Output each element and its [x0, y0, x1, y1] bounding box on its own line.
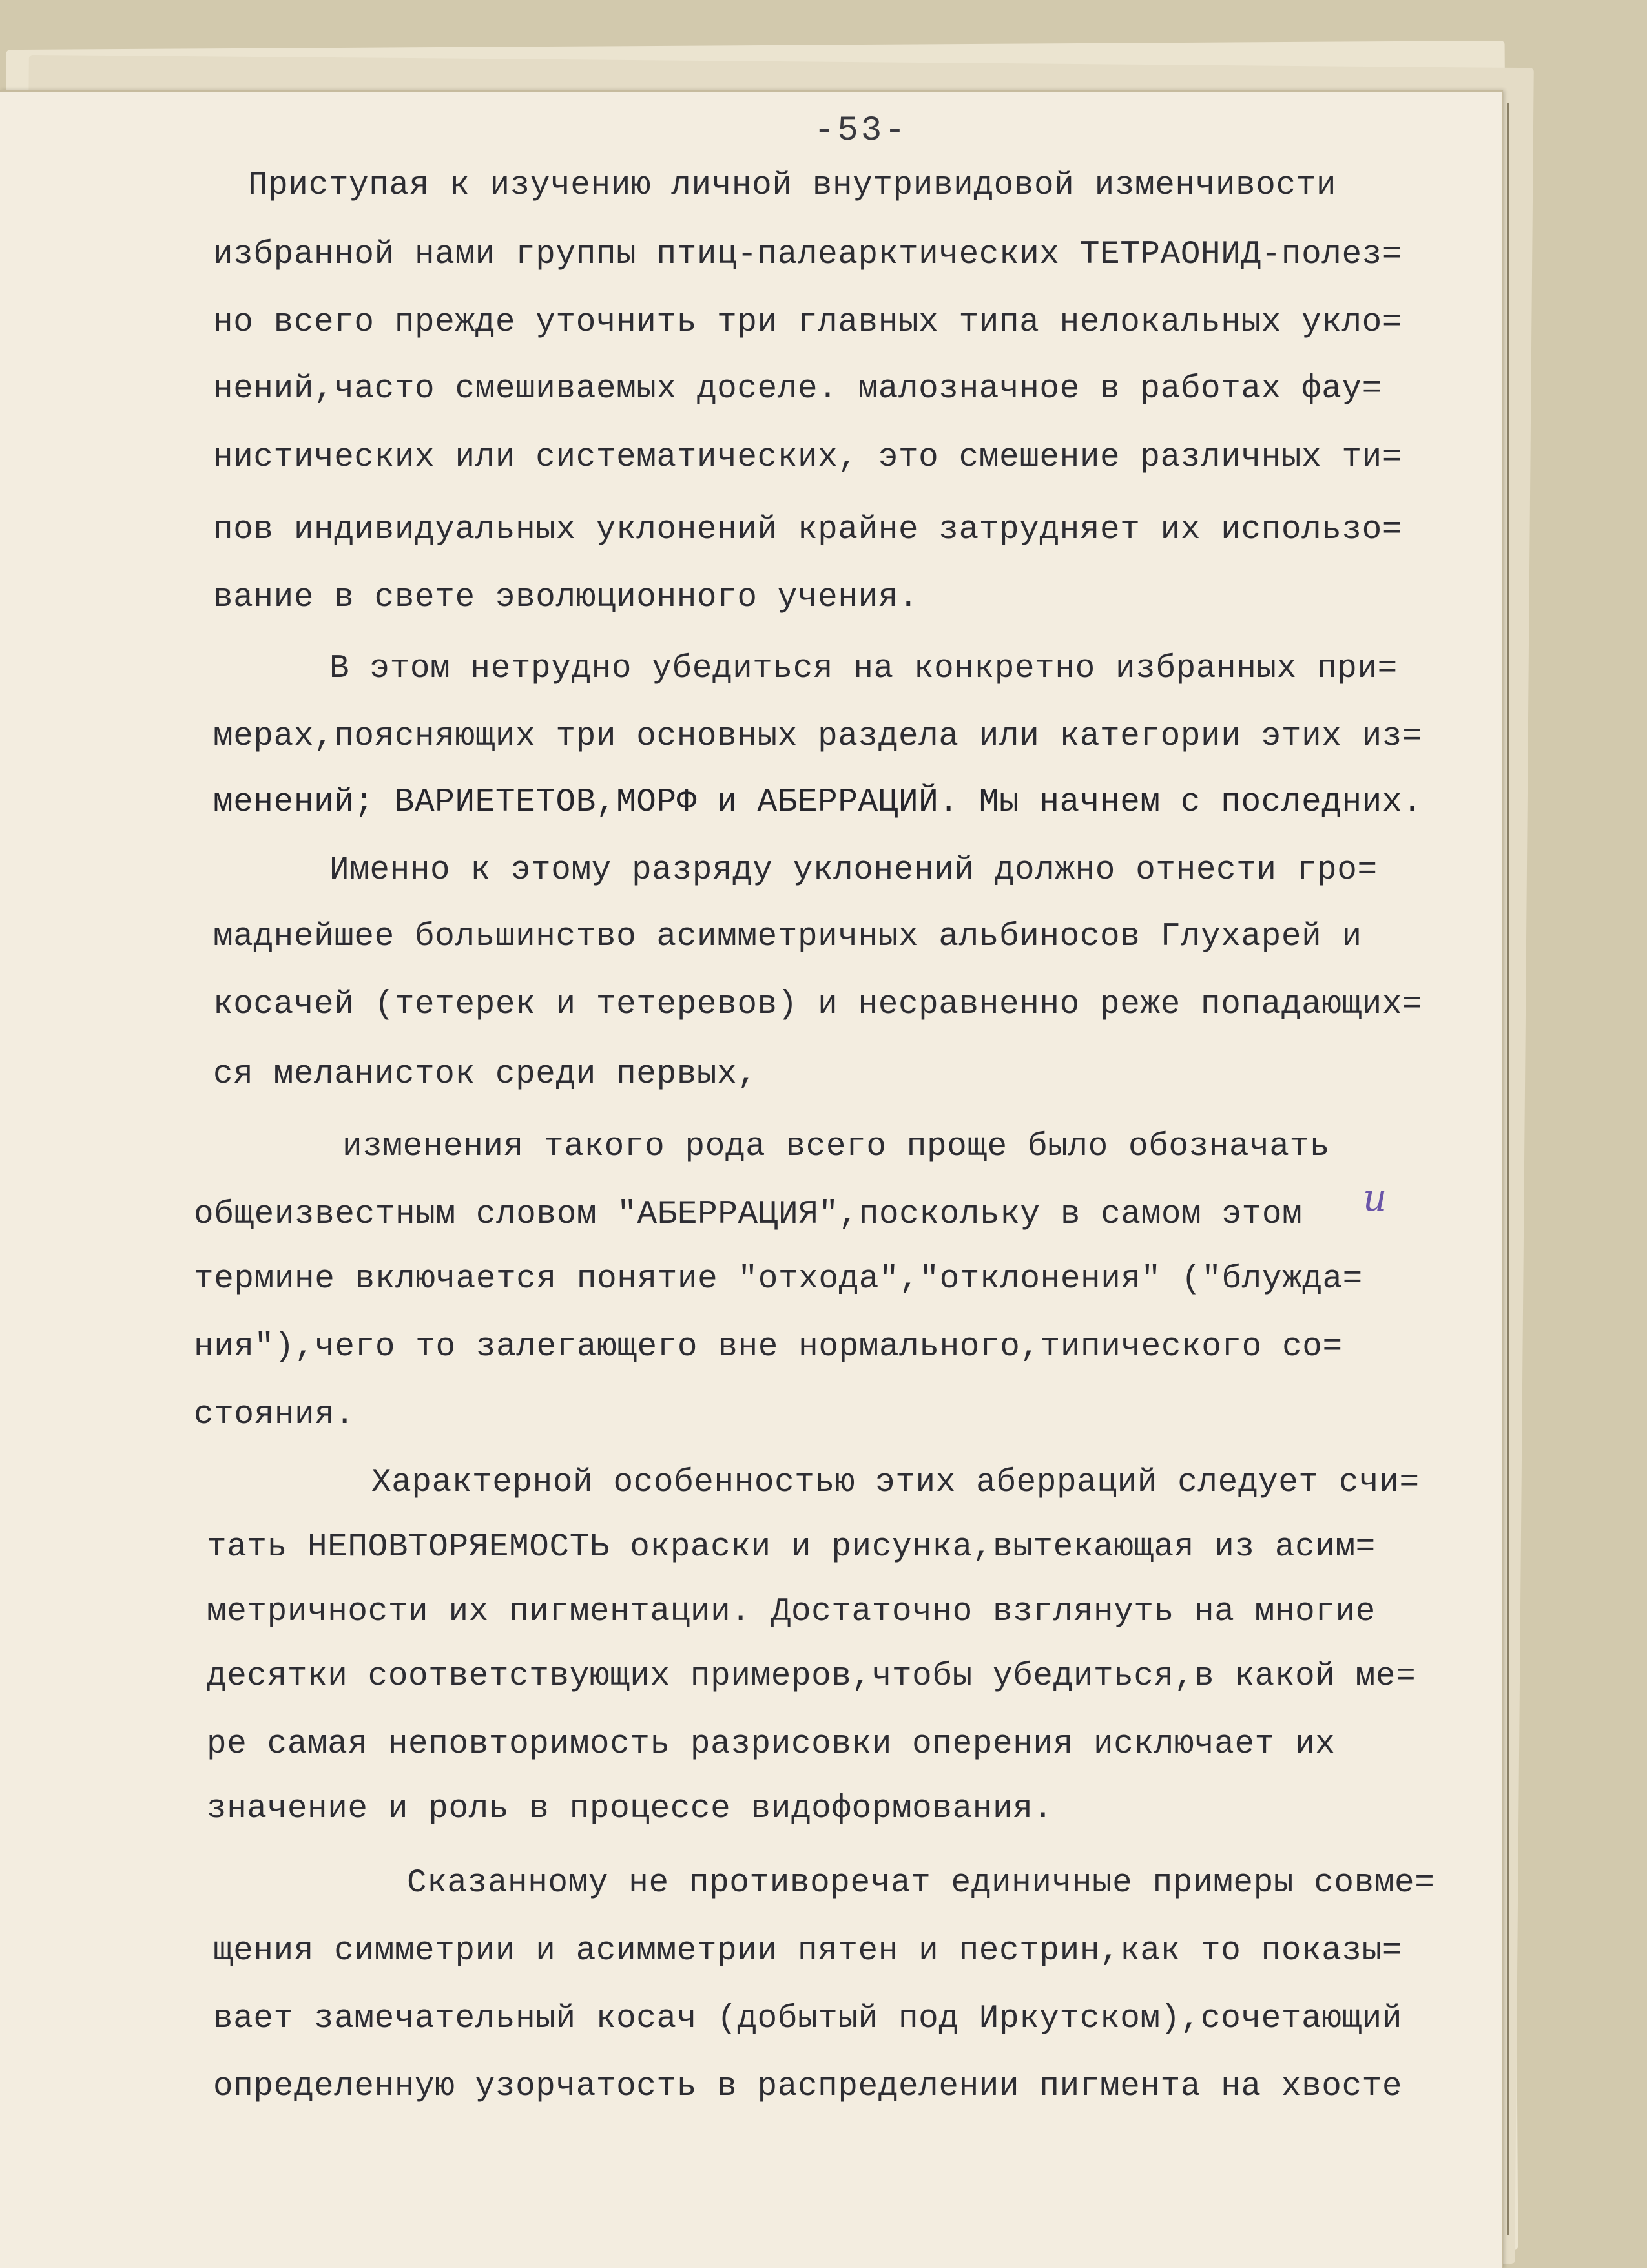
text-line: тать НЕПОВТОРЯЕМОСТЬ окраски и рисунка,вытекающая из асим=	[207, 1529, 1376, 1566]
text-line: вание в свете эволюционного учения.	[213, 579, 919, 616]
text-line: менений; ВАРИЕТЕТОВ,МОРФ и АБЕРРАЦИЙ. Мы начнем с последних.	[213, 784, 1423, 821]
page-number: -53-	[814, 111, 908, 151]
text-line: но всего прежде уточнить три главных типа нелокальных укло=	[213, 304, 1403, 341]
text-line: нений,часто смешиваемых доселе. малозначное в работах фау=	[213, 371, 1382, 408]
text-line: изменения такого рода всего проще было обозначать	[342, 1129, 1331, 1165]
text-line: избранной нами группы птиц-палеарктических ТЕТРАОНИД-полез=	[213, 236, 1403, 273]
handwritten-correction: и	[1363, 1176, 1387, 1220]
text-line: Сказанному не противоречат единичные примеры совме=	[407, 1865, 1435, 1902]
text-line: метричности их пигментации. Достаточно взглянуть на многие	[207, 1594, 1376, 1630]
text-line: косачей (тетерек и тетеревов) и несравненно реже попадающих=	[213, 986, 1423, 1023]
text-line: Характерной особенностью этих аберраций следует счи=	[371, 1464, 1420, 1501]
text-line: маднейшее большинство асимметричных альбиносов Глухарей и	[213, 919, 1362, 955]
text-line: щения симметрии и асимметрии пятен и пестрин,как то показы=	[213, 1933, 1403, 1970]
text-line: стояния.	[194, 1397, 355, 1433]
text-line: значение и роль в процессе видоформования.	[207, 1791, 1053, 1827]
text-line: общеизвестным словом "АБЕРРАЦИЯ",поскольку в самом этом	[194, 1196, 1303, 1233]
text-line: ре самая неповторимость разрисовки оперения исключает их	[207, 1726, 1336, 1763]
text-line: Приступая к изучению личной внутривидовой изменчивости	[248, 167, 1337, 204]
text-line: нистических или систематических, это смешение различных ти=	[213, 439, 1403, 476]
text-line: мерах,поясняющих три основных раздела или категории этих из=	[213, 718, 1423, 755]
text-line: термине включается понятие "отхода","отклонения" ("блужда=	[194, 1261, 1363, 1298]
text-line: ся меланисток среди первых,	[213, 1056, 758, 1093]
text-line: вает замечательный косач (добытый под Иркутском),сочетающий	[213, 2001, 1403, 2037]
text-line: ния"),чего то залегающего вне нормального,типического со=	[194, 1329, 1343, 1366]
text-line: определенную узорчатость в распределении пигмента на хвосте	[213, 2068, 1403, 2105]
text-line: Именно к этому разряду уклонений должно отнести гро=	[329, 852, 1378, 889]
text-line: В этом нетрудно убедиться на конкретно избранных при=	[329, 650, 1398, 687]
text-line: пов индивидуальных уклонений крайне затрудняет их использо=	[213, 512, 1403, 548]
page-edge	[1507, 103, 1509, 2235]
text-line: десятки соответствующих примеров,чтобы убедиться,в какой ме=	[207, 1658, 1416, 1695]
